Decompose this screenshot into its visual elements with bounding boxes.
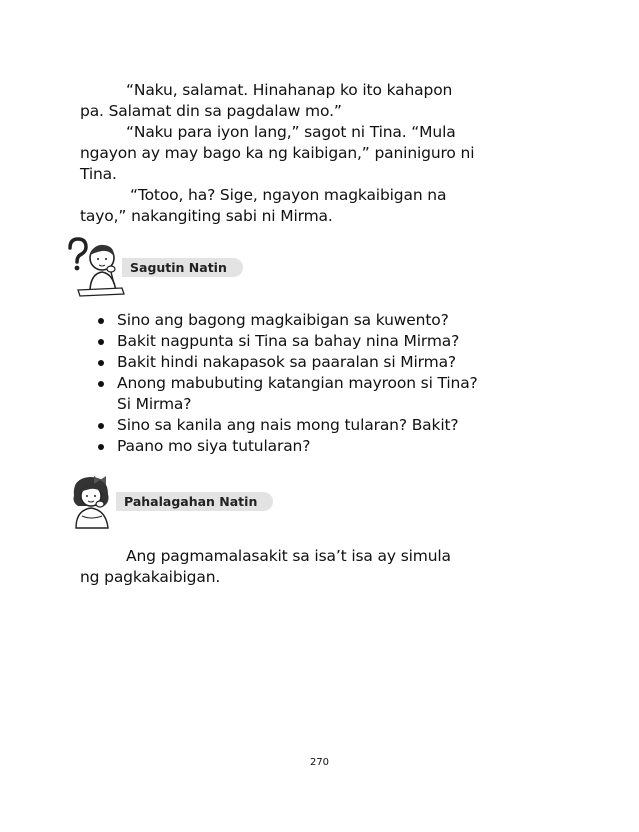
list-item xyxy=(96,331,566,352)
question-text: Bakit hindi nakapasok sa paaralan si Mirma? xyxy=(117,353,456,371)
girl-thinking-icon xyxy=(64,472,122,530)
story-line: “Totoo, ha? Sige, ngayon magkaibigan na xyxy=(130,186,447,204)
question-list xyxy=(96,310,566,457)
story-line: pa. Salamat din sa pagdalaw mo.” xyxy=(80,102,342,120)
question-text: Anong mabubuting katangian mayroon si Tina? xyxy=(117,374,478,392)
thinking-child-icon xyxy=(64,236,128,298)
bullet-icon xyxy=(98,423,104,429)
bullet-icon xyxy=(98,381,104,387)
bullet-icon xyxy=(98,360,104,366)
bullet-icon xyxy=(98,339,104,345)
list-item xyxy=(96,352,566,373)
question-text: Bakit nagpunta si Tina sa bahay nina Mirma? xyxy=(117,332,460,350)
moral-line: ng pagkakaibigan. xyxy=(80,568,221,586)
story-line: “Naku, salamat. Hinahanap ko ito kahapon xyxy=(126,81,453,99)
story-text xyxy=(80,80,550,227)
story-line: ngayon ay may bago ka ng kaibigan,” paniniguro ni xyxy=(80,144,475,162)
moral-line: Ang pagmamalasakit sa isa’t isa ay simula xyxy=(126,547,451,565)
moral-text xyxy=(80,546,550,588)
section-title: Sagutin Natin xyxy=(122,258,243,277)
bullet-icon xyxy=(98,444,104,450)
question-text-continued: Si Mirma? xyxy=(117,395,192,413)
question-text: Sino ang bagong magkaibigan sa kuwento? xyxy=(117,311,449,329)
story-line: “Naku para iyon lang,” sagot ni Tina. “Mula xyxy=(126,123,456,141)
story-line: tayo,” nakangiting sabi ni Mirma. xyxy=(80,207,333,225)
list-item xyxy=(96,415,566,436)
list-item xyxy=(96,373,566,415)
sagutin-natin-header xyxy=(64,236,243,298)
section-title: Pahalagahan Natin xyxy=(116,492,273,511)
question-text: Sino sa kanila ang nais mong tularan? Bakit? xyxy=(117,416,459,434)
story-line: Tina. xyxy=(80,165,117,183)
question-text: Paano mo siya tutularan? xyxy=(117,437,311,455)
pahalagahan-natin-header xyxy=(64,472,273,530)
bullet-icon xyxy=(98,318,104,324)
list-item xyxy=(96,436,566,457)
list-item xyxy=(96,310,566,331)
page-number: 270 xyxy=(309,757,330,768)
